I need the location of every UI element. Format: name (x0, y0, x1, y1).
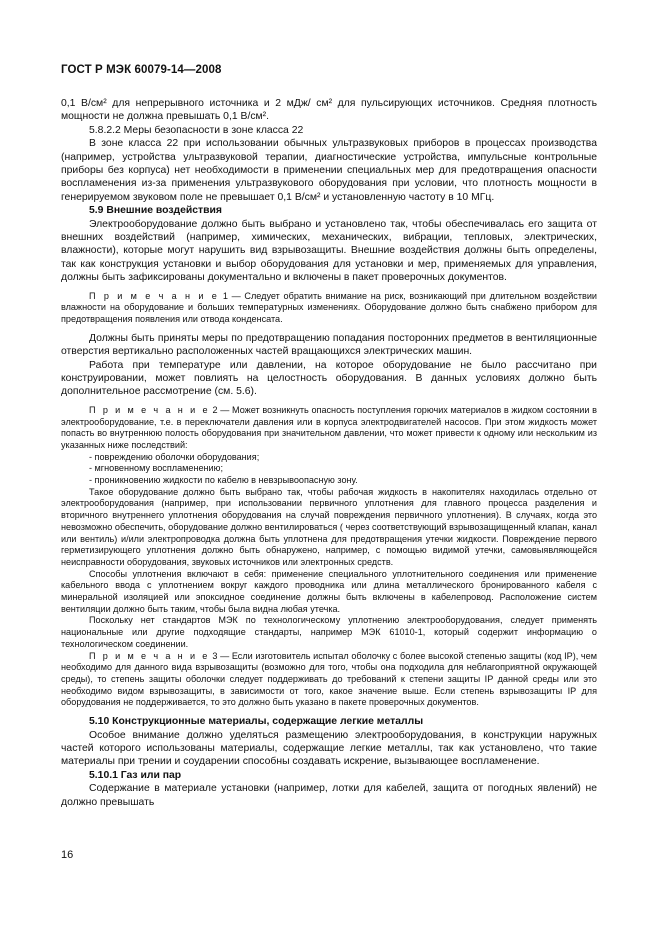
list-item: - мгновенному воспламенению; (89, 463, 223, 474)
section-heading: 5.10 Конструкционные материалы, содержащие легкие металлы (89, 716, 424, 728)
paragraph: Должны быть приняты меры по предотвращению попадания посторонних предметов в вентиляционные отверстия вертикально расположенных частей вращающихся электрических машин. (61, 332, 597, 358)
note-text: 1 — Следует обратить внимание на риск, возникающий при длительном воздействии влажности на оборудование и больших температурных изменениях. Оборудование должно быть снабжено прибором для предотвращения появления или отвода конденсата. (61, 290, 597, 325)
note (61, 651, 597, 710)
note-text: 2 — Может возникнуть опасность поступления горючих материалов в жидком состоянии в электрооборудование, т.е. в переключатели давления или в корпуса электродвигателей насосов. При этом жидкость может попасть во внутреннюю полость оборудования при значительном давлении, что может привести к одному или нескольким из указанных ниже последствий: (61, 404, 597, 450)
section-heading: 5.9 Внешние воздействия (89, 205, 222, 217)
paragraph: Особое внимание должно уделяться размещению электрооборудования, в конструкции наружных частей которого использованы материалы, содержащие легкие металлы, так как установлено, что такие материалы при трении и соударении способны создавать искрение, вызывающее воспламенение. (61, 729, 597, 768)
list-item: - повреждению оболочки оборудования; (89, 451, 260, 462)
list-item: - проникновению жидкости по кабелю в невзрывоопасную зону. (89, 475, 358, 486)
note-label: П р и м е ч а н и е (89, 290, 220, 301)
paragraph: 0,1 В/см² для непрерывного источника и 2 мДж/ см² для пульсирующих источников. Средняя плотность мощности не должна превышать 0,1 В/см². (61, 98, 597, 123)
note-text: 3 — Если изготовитель испытал оболочку с более высокой степенью защиты (код IP), чем необходимо для данного вида взрывозащиты (возможно для того, чтобы она подходила для неблагоприятной окружающей среды), то степень защиты оболочки следует поддерживать до требований к степени защиты IP данной среды или это необходимо видом взрывозащиты, в зависимости от того, какое значение выше. Если степень взрывозащиты IP для оборудования не поддерживается, то это должно быть указано в пакете проверочных документов. (61, 650, 597, 708)
subsection-heading: 5.8.2.2 Меры безопасности в зоне класса 22 (89, 124, 304, 136)
paragraph: Содержание в материале установки (например, лотки для кабелей, защита от погодных явлений) не должно превышать (61, 783, 597, 808)
page-content (61, 97, 597, 809)
page-number: 16 (61, 849, 74, 861)
note-paragraph: Такое оборудование должно быть выбрано так, чтобы рабочая жидкость в накопителях находилась отдельно от электрооборудования (например, при использовании первичного уплотнения для главного процесса разделения и вторичного внутреннего уплотнения оборудования на случай повреждения первичного уплотнения). В случаях, когда это невозможно обеспечить, оборудование должно вентилироваться ( через соответствующий взрывозащищенный клапан, канал или вентиль) и/или электропроводка должна быть уплотнена для предотвращения утечки жидкости. Повреждение первого герметизирующего уплотнения должно быть обнаружено, например, с помощью видимой утечки, самовыявляющейся неисправности оборудования, звуковых источников или электронных средств. (61, 486, 597, 567)
paragraph: В зоне класса 22 при использовании обычных ультразвуковых приборов в процессах производства (например, устройства ультразвуковой терапии, диагностические устройства, импульсные контрольные приборы без корпуса) нет необходимости в применении специальных мер для предотвращения опасности воспламенения из-за применения ультразвукового оборудования при условии, что плотность мощности в генерируемом звуковом поле не превышает 0,1 В/см² и установленную частоту в 10 МГц. (61, 138, 597, 203)
note-paragraph: Поскольку нет стандартов МЭК по технологическому уплотнению электрооборудования, следует применять национальные или другие подходящие стандарты, например МЭК 61010-1, который содержит информацию о технологическом соединении. (61, 615, 597, 649)
note-label: П р и м е ч а н и е (89, 650, 210, 661)
note (61, 405, 597, 452)
paragraph: Электрооборудование должно быть выбрано и установлено так, чтобы обеспечивалась его защита от внешних воздействий (например, химических, механических, вибрации, тепловых, электрических, влажности), которые могут нарушить вид взрывозащиты. Внешние воздействия должны быть определены, так как конструкция установки и выбор оборудования для установки и мер, применяемых для управления, должны быть зафиксированы документально и включены в пакет проверочных документов. (61, 218, 597, 284)
note-label: П р и м е ч а н и е (89, 404, 210, 415)
subsection-heading: 5.10.1 Газ или пар (89, 769, 182, 781)
note-paragraph: Способы уплотнения включают в себя: применение специального уплотнительного соединения или применение кабельного ввода с уплотнением вокруг каждого проводника или длина металлического бронированного кабеля с минеральной изоляцией или эпоксидное соединение должны быть включены в кабелепровод. Расположение систем вентиляции должно быть таким, чтобы была видна любая утечка. (61, 568, 597, 614)
paragraph: Работа при температуре или давлении, на которое оборудование не было рассчитано при конструировании, может повлиять на целостность оборудования. В данных условиях должно быть дополнительное рассмотрение (см. 5.6). (61, 359, 597, 398)
note (61, 291, 597, 326)
page-header: ГОСТ Р МЭК 60079-14—2008 (61, 64, 222, 76)
